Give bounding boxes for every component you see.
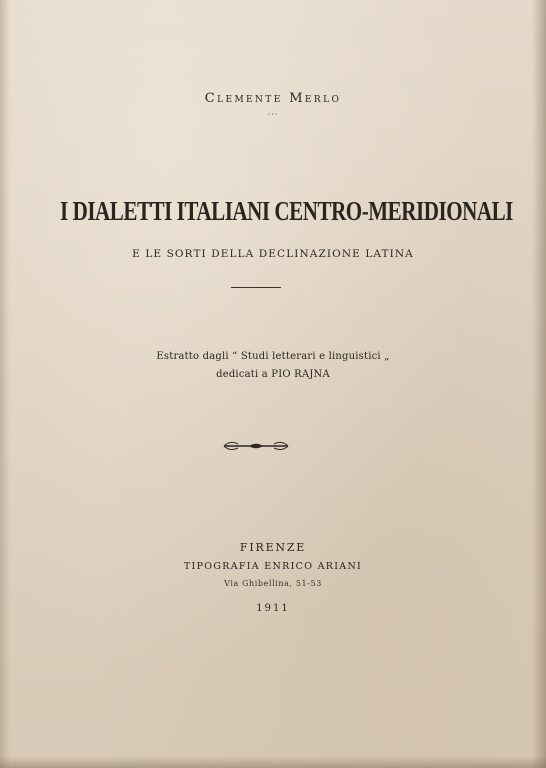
- imprint-city: FIRENZE: [239, 541, 307, 554]
- divider-rule: [231, 287, 281, 288]
- book-subtitle: E LE SORTI DELLA DECLINAZIONE LATINA: [132, 248, 414, 260]
- extract-note: Estratto dagli “ Studi letterari e linguistici „: [156, 351, 390, 362]
- dedication-note: dedicati a PIO RAJNA: [216, 369, 330, 380]
- ornament-divider: [222, 439, 290, 453]
- publication-year: 1911: [256, 603, 290, 614]
- imprint-address: Via Ghibellina, 51-53: [224, 579, 322, 588]
- author-separator: ···: [267, 110, 279, 119]
- page-shadow-bottom: [0, 756, 546, 768]
- book-title: I DIALETTI ITALIANI CENTRO-MERIDIONALI: [60, 196, 513, 226]
- imprint-printer: TIPOGRAFIA ENRICO ARIANI: [183, 561, 363, 572]
- author-name: Clemente Merlo: [204, 91, 342, 106]
